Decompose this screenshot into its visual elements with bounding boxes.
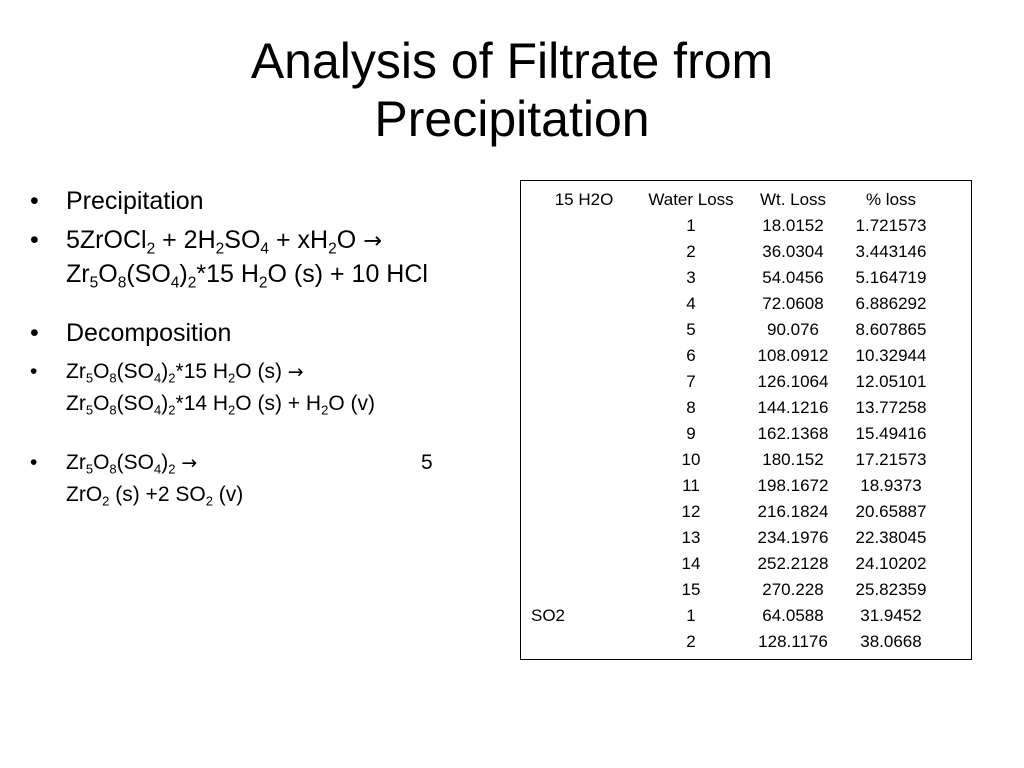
table-cell: 18.9373: [860, 476, 922, 495]
table-cell: 11: [682, 476, 700, 495]
table-cell: 10.32944: [855, 346, 927, 365]
table-cell: [529, 343, 637, 369]
bullet-equation-1: [30, 224, 490, 291]
table-row: [529, 499, 941, 525]
table-row: [529, 343, 941, 369]
table-cell: 4: [686, 294, 696, 313]
table-cell: 198.1672: [757, 476, 829, 495]
table-cell: 8.607865: [855, 320, 927, 339]
table-cell: 1.721573: [855, 216, 927, 235]
table-cell: [529, 551, 637, 577]
table-cell: 1: [686, 216, 696, 235]
table-cell: 64.0588: [762, 606, 824, 625]
table-cell: 3.443146: [855, 242, 927, 261]
table-cell: 12.05101: [855, 372, 927, 391]
table-row: [529, 265, 941, 291]
table-cell: [529, 473, 637, 499]
table-cell: 7: [686, 372, 696, 391]
table-cell: 13: [681, 528, 701, 547]
table-cell: [529, 447, 637, 473]
table-cell: 15: [681, 580, 701, 599]
table-cell: 25.82359: [855, 580, 927, 599]
table-header-cell: Water Loss: [648, 190, 734, 209]
table-cell: 14: [681, 554, 701, 573]
table-cell: [529, 369, 637, 395]
table-cell: 252.2128: [757, 554, 829, 573]
table-cell: 5: [686, 320, 696, 339]
equation-1-line-1: 5ZrOCl$_2$ + $2H_2SO_4 + xH_2O$ →: [66, 226, 382, 258]
table-cell: 20.65887: [855, 502, 927, 521]
table-header-cell: Wt. Loss: [759, 190, 827, 209]
table-cell: 6.886292: [855, 294, 927, 313]
table-cell: [529, 291, 637, 317]
table-cell: 216.1824: [757, 502, 829, 521]
table-cell: 9: [686, 424, 696, 443]
table-cell: 3: [686, 268, 696, 287]
table-cell: 270.228: [762, 580, 824, 599]
table-cell: 15.49416: [855, 424, 927, 443]
data-table-frame: [520, 180, 972, 660]
table-cell: [529, 499, 637, 525]
table-cell: 31.9452: [860, 606, 922, 625]
table-header-row: [529, 187, 941, 213]
bullet-dot: •: [30, 360, 38, 383]
table-row: [529, 395, 941, 421]
table-row: [529, 577, 941, 603]
table-cell: 1: [686, 606, 696, 625]
table-cell: 162.1368: [757, 424, 829, 443]
equation-2-line-2: $Zr_5O_8(SO_4)_2*14$ $H_2O$ $(s) + H_2O$ (v): [66, 392, 375, 418]
table-cell: [529, 525, 637, 551]
title-line-2: Precipitation: [374, 91, 650, 147]
table-row: [529, 213, 941, 239]
arrow-icon: →: [287, 361, 304, 383]
table-cell: 17.21573: [855, 450, 927, 469]
table-cell: 90.076: [767, 320, 819, 339]
table-cell: 180.152: [762, 450, 824, 469]
bullet-precipitation: [30, 185, 490, 218]
equation-3-coefficient: 5: [421, 451, 433, 474]
table-cell: 12: [681, 502, 701, 521]
table-cell: [529, 317, 637, 343]
table-cell: 144.1216: [757, 398, 829, 417]
bullet-text: Decomposition: [66, 319, 232, 347]
equation-2-line-1: $Zr_5O_8(SO_4)_2*15$ $H_2O$ (s) →: [66, 360, 304, 386]
table-cell: 72.0608: [762, 294, 824, 313]
table-cell: 13.77258: [855, 398, 927, 417]
arrow-icon: →: [181, 452, 198, 474]
data-table: [529, 187, 941, 655]
bullet-decomposition: [30, 317, 490, 350]
arrow-icon: →: [363, 228, 382, 254]
equation-3-line-1: $Zr_5O_8(SO_4)_2$ → 5: [66, 447, 490, 479]
table-cell: 108.0912: [757, 346, 829, 365]
table-row: [529, 473, 941, 499]
table-header-cell: 15 H2O: [554, 190, 614, 209]
bullet-dot: •: [30, 226, 39, 254]
slide-title: [0, 32, 1024, 148]
bullet-dot: •: [30, 451, 38, 474]
table-row: [529, 317, 941, 343]
bullet-dot: •: [30, 319, 39, 347]
table-cell: 10: [681, 450, 701, 469]
table-row: [529, 421, 941, 447]
table-cell: 2: [686, 632, 696, 651]
title-line-1: Analysis of Filtrate from: [250, 33, 774, 89]
table-cell: 8: [686, 398, 696, 417]
table-cell: 6: [686, 346, 696, 365]
bullet-list: [30, 185, 490, 510]
table-cell: 128.1176: [758, 632, 828, 651]
table-cell: 126.1064: [757, 372, 829, 391]
bullet-equation-3: [30, 447, 490, 510]
equation-3-line-2: ZrO$_2$ (s) +2 $SO_2$ (v): [66, 483, 244, 509]
table-row: [529, 447, 941, 473]
table-row: [529, 525, 941, 551]
table-row: [529, 369, 941, 395]
bullet-text: Precipitation: [66, 187, 204, 215]
table-cell: 5.164719: [855, 268, 927, 287]
table-cell: [529, 239, 637, 265]
table-row: [529, 239, 941, 265]
table-cell: 2: [686, 242, 696, 261]
table-row: [529, 629, 941, 655]
table-cell: 22.38045: [855, 528, 927, 547]
equation-1-line-2: $Zr_5O_8(SO_4)_2*15$ $H_2O$ (s) + 10 HCl: [66, 260, 428, 292]
table-row: [529, 551, 941, 577]
table-cell: 54.0456: [762, 268, 824, 287]
table-header-cell: % loss: [865, 190, 917, 209]
table-cell: [529, 421, 637, 447]
table-cell: 24.10202: [855, 554, 927, 573]
table-cell: [529, 395, 637, 421]
table-cell: 36.0304: [762, 242, 824, 261]
table-cell: [529, 213, 637, 239]
table-row: [529, 291, 941, 317]
table-row: [529, 603, 941, 629]
bullet-equation-2: [30, 356, 490, 419]
table-cell: SO2: [531, 606, 566, 625]
table-cell: 18.0152: [762, 216, 824, 235]
table-cell: 234.1976: [757, 528, 829, 547]
table-cell: 38.0668: [860, 632, 922, 651]
table-cell: [529, 629, 637, 655]
table-cell: [529, 265, 637, 291]
bullet-dot: •: [30, 187, 39, 215]
table-cell: [529, 577, 637, 603]
